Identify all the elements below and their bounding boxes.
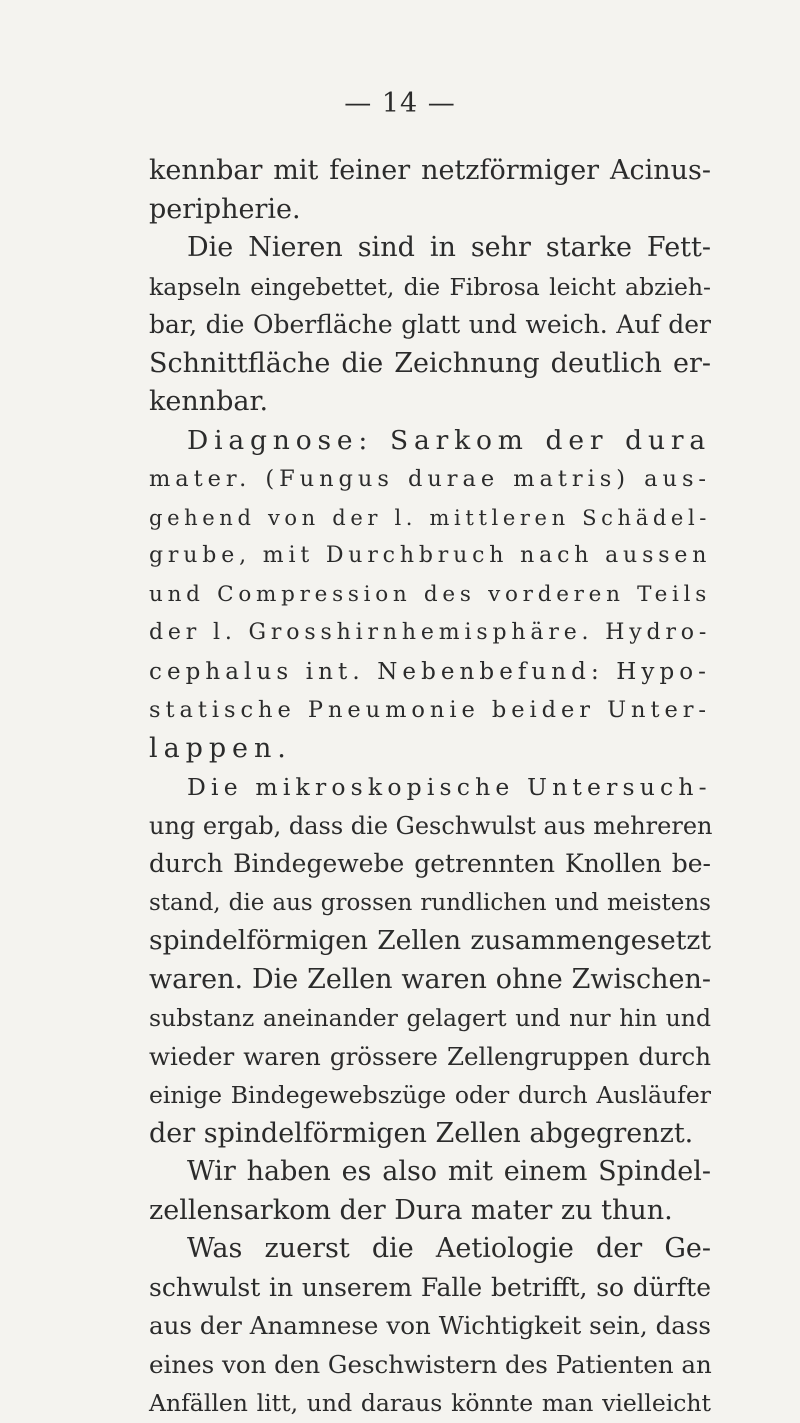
text-line: ung ergab, dass die Geschwulst aus mehreren [149, 811, 713, 840]
text-line: spindelförmigen Zellen zusammengesetzt [149, 925, 711, 956]
text-line: der spindelförmigen Zellen abgegrenzt. [149, 1117, 694, 1149]
text-line: schwulst in unserem Falle betrifft, so dürfte [149, 1272, 711, 1302]
text-line: Wir haben es also mit einem Spindel- [187, 1156, 711, 1187]
text-line: durch Bindegewebe getrennten Knollen be- [149, 849, 711, 878]
text-line: stand, die aus grossen rundlichen und meistens [149, 889, 711, 916]
text-line: und Compression des vorderen Teils [149, 581, 711, 607]
text-line: gehend von der l. mittleren Schädel- [149, 505, 711, 530]
text-line: waren. Die Zellen waren ohne Zwischen- [149, 963, 711, 995]
text-line: mater. (Fungus durae matris) aus- [149, 466, 711, 492]
body-text [149, 152, 711, 1423]
text-line: eines von den Geschwistern des Patienten an [149, 1349, 712, 1379]
text-line: Schnittfläche die Zeichnung deutlich er- [149, 347, 711, 379]
text-line: wieder waren grössere Zellengruppen durch [149, 1041, 711, 1071]
text-line: der l. Grosshirnhemisphäre. Hydro- [149, 620, 712, 645]
text-line: peripherie. [149, 193, 301, 225]
text-line: statische Pneumonie beider Unter- [149, 697, 711, 723]
text-line: aus der Anamnese von Wichtigkeit sein, dass [149, 1311, 711, 1340]
page-number-header: — 14 — [344, 88, 456, 119]
text-line: Die Nieren sind in sehr starke Fett- [187, 232, 711, 263]
text-line: Die mikroskopische Untersuch- [187, 773, 712, 801]
text-line: bar, die Oberfläche glatt und weich. Auf der [149, 310, 711, 339]
text-line: einige Bindegewebszüge oder durch Ausläufer [149, 1081, 711, 1109]
text-line: cephalus int. Nebenbefund: Hypo- [149, 658, 711, 685]
text-line: Anfällen litt, und daraus könnte man vielleicht [149, 1389, 711, 1417]
text-line: kennbar mit feiner netzförmiger Acinus- [149, 155, 711, 186]
text-line: kennbar. [149, 386, 269, 417]
text-line: lappen. [149, 732, 292, 764]
text-line: zellensarkom der Dura mater zu thun. [149, 1194, 673, 1226]
text-line: kapseln eingebettet, die Fibrosa leicht abzieh- [149, 272, 711, 301]
text-line: Diagnose: Sarkom der dura [187, 424, 711, 456]
text-line: grube, mit Durchbruch nach aussen [149, 543, 712, 568]
text-line: Was zuerst die Aetiologie der Ge- [187, 1233, 711, 1264]
text-line: substanz aneinander gelagert und nur hin und [149, 1004, 711, 1032]
